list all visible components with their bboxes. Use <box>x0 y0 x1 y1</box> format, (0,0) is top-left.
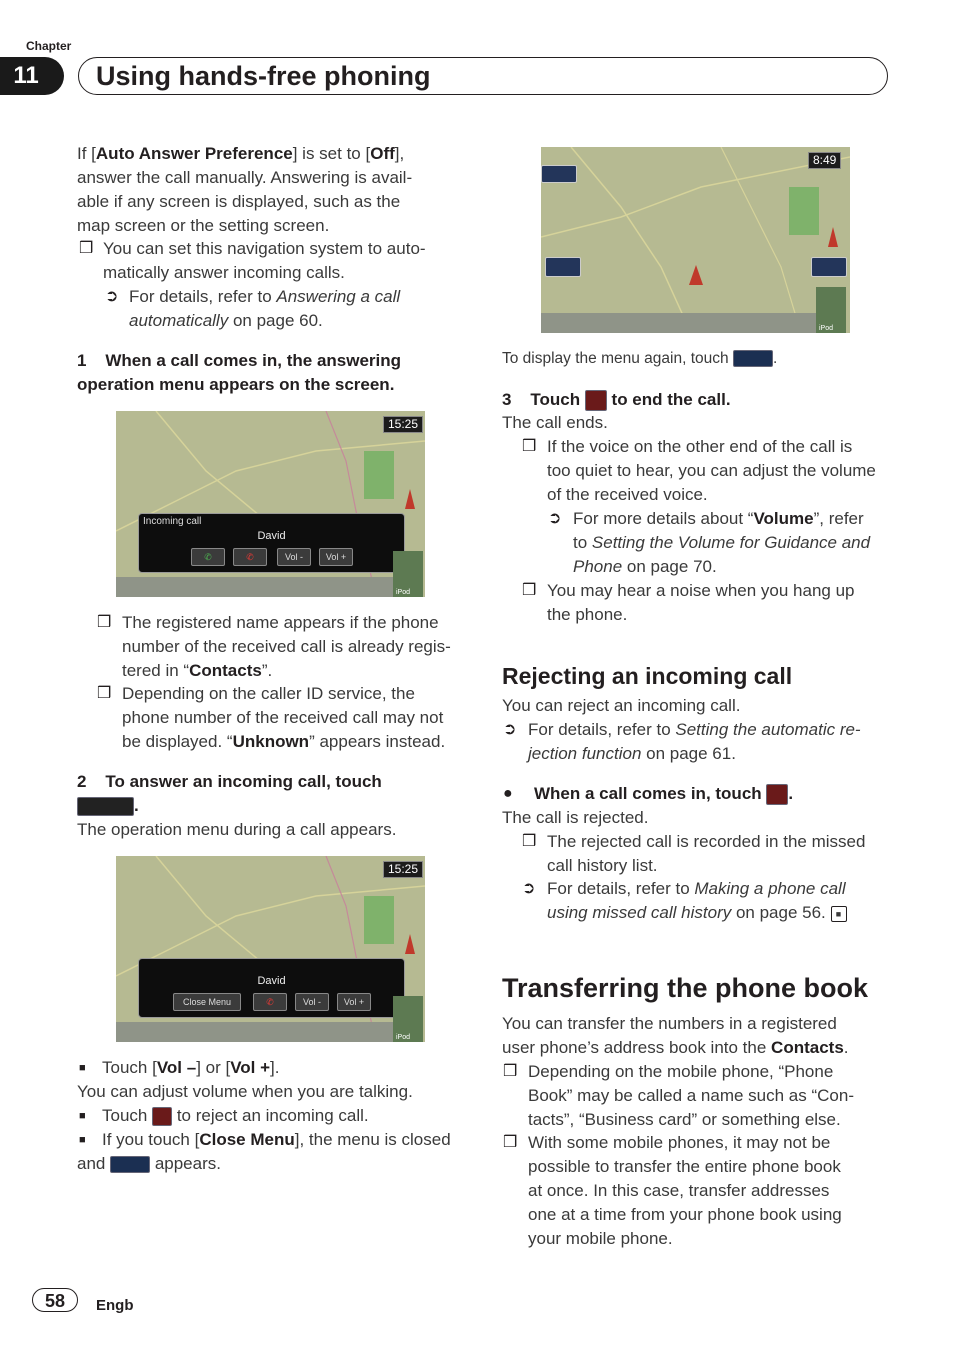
reference-missed-call: For details, refer to Making a phone call using missed call history on page 56. ■ <box>547 879 846 922</box>
popup-title: Incoming call <box>143 516 202 527</box>
answer-call-button[interactable] <box>191 548 225 566</box>
status-bar <box>116 1022 393 1042</box>
checkbox-icon: ❒ <box>503 1063 518 1080</box>
map-view-button[interactable] <box>811 257 847 277</box>
status-bar <box>116 577 393 597</box>
chapter-label: Chapter <box>26 39 72 53</box>
phone-hangup-icon: ✆ <box>266 996 274 1007</box>
note-phone-book-name: Depending on the mobile phone, “Phone Book” may be called a name such as “Con- tacts”, “Business card” or something else. <box>528 1062 854 1129</box>
square-bullet-icon: ■ <box>79 1134 86 1146</box>
section-heading-transfer: Transferring the phone book <box>502 973 869 1003</box>
note-registered-name: The registered name appears if the phone number of the received call is already regis- tered in “Contacts”. <box>122 613 451 680</box>
phone-menu-icon <box>110 1156 150 1173</box>
map-background <box>541 147 850 333</box>
phone-hangup-icon <box>585 390 607 411</box>
checkbox-icon: ❒ <box>503 1134 518 1151</box>
step-2-description: The operation menu during a call appears. <box>77 820 397 839</box>
incoming-call-popup <box>138 513 405 573</box>
clock-display: 15:25 <box>383 861 423 878</box>
checkbox-icon: ❒ <box>522 582 537 599</box>
section-heading-reject: Rejecting an incoming call <box>502 663 793 689</box>
ipod-thumbnail[interactable]: iPod <box>393 551 423 597</box>
step-3-heading: 3 Touch to end the call. <box>502 388 731 412</box>
note-caller-id: Depending on the caller ID service, the phone number of the received call may not be displayed. “Unknown” appears instead. <box>122 684 446 751</box>
volume-down-button[interactable]: Vol - <box>277 548 311 566</box>
step-reject-heading: When a call comes in, touch . <box>534 782 793 806</box>
page-number: 58 <box>32 1288 78 1312</box>
phone-hangup-icon <box>766 784 788 805</box>
reference-answering-call: For details, refer to Answering a call automatically on page 60. <box>129 287 401 330</box>
reject-description: You can reject an incoming call. <box>502 696 741 715</box>
map-menu-button[interactable] <box>545 257 581 277</box>
step-reject-description: The call is rejected. <box>502 808 649 827</box>
ipod-thumbnail[interactable]: iPod <box>816 287 846 333</box>
paragraph-auto-answer: If [Auto Answer Preference] is set to [Off], answer the call manually. Answering is avail- able if any screen is displayed, such as the map screen or the setting screen. <box>77 144 413 235</box>
display-menu-again: To display the menu again, touch . <box>502 350 778 367</box>
status-bar <box>541 313 816 333</box>
bullet-close-menu: If you touch [Close Menu], the menu is closed <box>102 1130 451 1149</box>
step-1-heading: 1 When a call comes in, the answering operation menu appears on the screen. <box>77 351 402 394</box>
checkbox-icon: ❒ <box>97 614 112 631</box>
phone-menu-icon <box>77 797 134 816</box>
volume-up-button[interactable]: Vol + <box>337 993 371 1011</box>
arrow-icon: ➲ <box>548 510 562 527</box>
language-code: Engb <box>96 1297 134 1314</box>
square-bullet-icon: ■ <box>79 1062 86 1074</box>
screenshot-incoming-call <box>116 411 425 597</box>
reference-auto-reject: For details, refer to Setting the automatic re- jection function on page 61. <box>528 720 861 763</box>
phone-menu-button[interactable] <box>541 165 577 183</box>
note-noise: You may hear a noise when you hang up the phone. <box>547 581 855 624</box>
screenshot-during-call <box>116 856 425 1042</box>
checkbox-icon: ❒ <box>97 685 112 702</box>
note-missed-call: The rejected call is recorded in the missed call history list. <box>547 832 866 875</box>
volume-description: You can adjust volume when you are talking. <box>77 1082 413 1101</box>
close-menu-continued: and appears. <box>77 1154 221 1173</box>
bullet-reject: Touch to reject an incoming call. <box>102 1106 369 1125</box>
note-transfer-limit: With some mobile phones, it may not be possible to transfer the entire phone book at once. In this case, transfer addresses one at a time from your phone book using your mobile phone. <box>528 1133 842 1248</box>
end-call-button[interactable] <box>253 993 287 1011</box>
note-voice-quiet: If the voice on the other end of the call is too quiet to hear, you can adjust the volume of the received voice. <box>547 437 876 504</box>
step-3-description: The call ends. <box>502 413 608 432</box>
checkbox-icon: ❒ <box>522 438 537 455</box>
volume-up-button[interactable]: Vol + <box>319 548 353 566</box>
end-mark-icon: ■ <box>831 906 847 922</box>
note-auto-answer: You can set this navigation system to auto- matically answer incoming calls. <box>103 239 426 282</box>
screenshot-map-screen <box>541 147 850 333</box>
call-menu-popup <box>138 958 405 1018</box>
reference-volume: For more details about “Volume”, refer to Setting the Volume for Guidance and Phone on page 70. <box>573 509 871 576</box>
clock-display: 15:25 <box>383 416 423 433</box>
clock-display: 8:49 <box>808 152 841 169</box>
reject-call-button[interactable] <box>233 548 267 566</box>
arrow-icon: ➲ <box>522 880 536 897</box>
chapter-number: 11 <box>0 57 64 95</box>
transfer-description: You can transfer the numbers in a registered user phone’s address book into the Contacts. <box>502 1014 849 1057</box>
phone-hangup-icon <box>152 1107 172 1126</box>
checkbox-icon: ❒ <box>522 833 537 850</box>
phone-answer-icon: ✆ <box>204 551 212 562</box>
chapter-title: Using hands-free phoning <box>96 61 431 91</box>
caller-name: David <box>257 975 286 987</box>
step-2-heading: 2 To answer an incoming call, touch . <box>77 772 382 815</box>
close-menu-button[interactable]: Close Menu <box>173 993 241 1011</box>
phone-hangup-icon: ✆ <box>246 551 254 562</box>
ipod-thumbnail[interactable]: iPod <box>393 996 423 1042</box>
arrow-icon: ➲ <box>503 721 517 738</box>
checkbox-icon: ❒ <box>79 240 94 257</box>
square-bullet-icon: ■ <box>79 1110 86 1122</box>
round-bullet-icon: ● <box>503 785 513 802</box>
phone-menu-icon <box>733 350 773 367</box>
arrow-icon: ➲ <box>105 288 119 305</box>
bullet-volume: Touch [Vol –] or [Vol +]. <box>102 1058 280 1077</box>
caller-name: David <box>257 530 286 542</box>
volume-down-button[interactable]: Vol - <box>295 993 329 1011</box>
